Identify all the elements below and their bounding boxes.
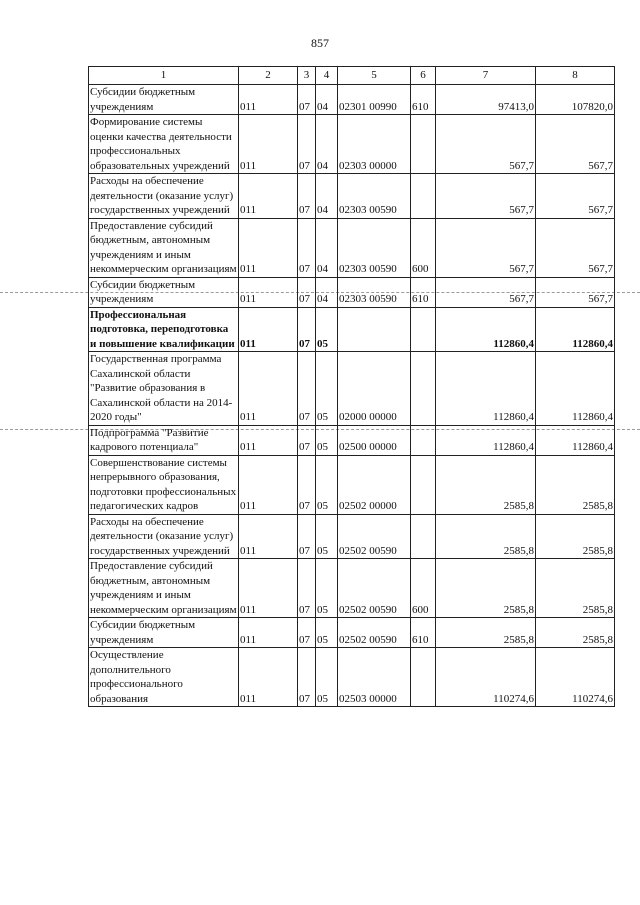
row-name: Подпрограмма "Развитие кадрового потенциала" bbox=[89, 425, 239, 455]
row-code-target: 02500 00000 bbox=[338, 425, 411, 455]
row-amount-1: 97413,0 bbox=[436, 85, 536, 115]
row-name: Формирование системы оценки качества деятельности профессиональных образовательных учреждений bbox=[89, 115, 239, 174]
column-header: 6 bbox=[411, 67, 436, 85]
row-code-target: 02303 00000 bbox=[338, 115, 411, 174]
row-amount-1: 2585,8 bbox=[436, 514, 536, 559]
row-code-section: 07 bbox=[298, 115, 316, 174]
row-code-expense-type bbox=[411, 648, 436, 707]
row-code-ministry: 011 bbox=[239, 455, 298, 514]
row-name: Совершенствование системы непрерывного образования, подготовки профессиональных педагогических кадров bbox=[89, 455, 239, 514]
row-name: Предоставление субсидий бюджетным, автономным учреждениям и иным некоммерческим организациям bbox=[90, 560, 237, 616]
row-amount-2: 2585,8 bbox=[536, 514, 615, 559]
row-code-subsection: 05 bbox=[316, 352, 338, 426]
row-name: Расходы на обеспечение деятельности (оказание услуг) государственных учреждений bbox=[89, 174, 239, 219]
row-amount-1: 112860,4 bbox=[436, 425, 536, 455]
row-amount-1: 112860,4 bbox=[436, 307, 536, 352]
row-code-subsection: 04 bbox=[316, 115, 338, 174]
row-name: Осуществление дополнительного профессионального образования bbox=[89, 648, 239, 707]
row-code-subsection: 05 bbox=[316, 514, 338, 559]
row-amount-2: 567,7 bbox=[536, 218, 615, 277]
table-row bbox=[89, 174, 615, 219]
row-name: Субсидии бюджетным учреждениям bbox=[89, 277, 239, 307]
budget-table bbox=[88, 66, 615, 707]
table-header-row bbox=[89, 67, 615, 85]
row-code-ministry: 011 bbox=[239, 352, 298, 426]
row-code-expense-type bbox=[411, 514, 436, 559]
row-amount-1: 567,7 bbox=[436, 218, 536, 277]
row-code-section: 07 bbox=[298, 174, 316, 219]
row-amount-1: 2585,8 bbox=[436, 618, 536, 648]
row-code-target bbox=[338, 307, 411, 352]
row-code-section: 07 bbox=[298, 514, 316, 559]
column-header: 8 bbox=[536, 67, 615, 85]
row-code-expense-type: 610 bbox=[411, 618, 436, 648]
row-code-target: 02503 00000 bbox=[338, 648, 411, 707]
row-name: Субсидии бюджетным учреждениям bbox=[89, 618, 239, 648]
row-amount-2: 567,7 bbox=[536, 174, 615, 219]
row-amount-2: 2585,8 bbox=[536, 455, 615, 514]
table-row bbox=[89, 455, 615, 514]
row-code-ministry: 011 bbox=[239, 425, 298, 455]
table-body bbox=[89, 85, 615, 707]
row-amount-1: 2585,8 bbox=[436, 559, 536, 618]
row-code-section: 07 bbox=[298, 218, 316, 277]
row-code-expense-type bbox=[411, 307, 436, 352]
row-code-expense-type: 610 bbox=[411, 85, 436, 115]
table-row bbox=[89, 218, 615, 277]
row-amount-1: 2585,8 bbox=[436, 455, 536, 514]
row-code-subsection: 04 bbox=[316, 85, 338, 115]
row-code-section: 07 bbox=[298, 307, 316, 352]
table-row bbox=[89, 352, 615, 426]
row-name: Профессиональная подготовка, переподготовка и повышение квалификации bbox=[89, 307, 239, 352]
table-row bbox=[89, 115, 615, 174]
row-code-target: 02502 00000 bbox=[338, 455, 411, 514]
row-code-target: 02303 00590 bbox=[338, 277, 411, 307]
row-code-subsection: 05 bbox=[316, 455, 338, 514]
row-code-subsection: 05 bbox=[316, 648, 338, 707]
row-code-target: 02303 00590 bbox=[338, 218, 411, 277]
row-code-expense-type bbox=[411, 115, 436, 174]
row-amount-2: 112860,4 bbox=[536, 425, 615, 455]
column-header: 2 bbox=[239, 67, 298, 85]
row-amount-2: 107820,0 bbox=[536, 85, 615, 115]
row-code-ministry: 011 bbox=[239, 85, 298, 115]
row-amount-1: 112860,4 bbox=[436, 352, 536, 426]
row-code-section: 07 bbox=[298, 425, 316, 455]
row-code-ministry: 011 bbox=[239, 559, 298, 618]
column-header: 7 bbox=[436, 67, 536, 85]
row-code-ministry: 011 bbox=[239, 514, 298, 559]
row-code-target: 02502 00590 bbox=[338, 618, 411, 648]
table-row bbox=[89, 307, 615, 352]
table-row bbox=[89, 425, 615, 455]
row-code-expense-type bbox=[411, 425, 436, 455]
row-code-target: 02301 00990 bbox=[338, 85, 411, 115]
column-header: 4 bbox=[316, 67, 338, 85]
column-header: 5 bbox=[338, 67, 411, 85]
row-code-section: 07 bbox=[298, 618, 316, 648]
row-code-subsection: 04 bbox=[316, 174, 338, 219]
row-code-section: 07 bbox=[298, 559, 316, 618]
column-header: 3 bbox=[298, 67, 316, 85]
row-code-expense-type bbox=[411, 455, 436, 514]
row-code-target: 02502 00590 bbox=[338, 559, 411, 618]
row-code-section: 07 bbox=[298, 85, 316, 115]
row-code-subsection: 05 bbox=[316, 307, 338, 352]
table-row bbox=[89, 618, 615, 648]
row-amount-2: 112860,4 bbox=[536, 352, 615, 426]
row-code-subsection: 05 bbox=[316, 618, 338, 648]
row-code-expense-type bbox=[411, 352, 436, 426]
row-amount-2: 567,7 bbox=[536, 115, 615, 174]
row-name: Государственная программа Сахалинской области "Развитие образования в Сахалинской области на 2014-2020 годы" bbox=[89, 352, 239, 426]
row-name: Субсидии бюджетным учреждениям bbox=[89, 85, 239, 115]
row-code-ministry: 011 bbox=[239, 218, 298, 277]
row-code-subsection: 04 bbox=[316, 277, 338, 307]
row-code-expense-type: 600 bbox=[411, 559, 436, 618]
row-code-subsection: 05 bbox=[316, 559, 338, 618]
table-row bbox=[89, 85, 615, 115]
row-amount-1: 567,7 bbox=[436, 277, 536, 307]
row-code-expense-type: 600 bbox=[411, 218, 436, 277]
row-code-section: 07 bbox=[298, 277, 316, 307]
row-code-target: 02502 00590 bbox=[338, 514, 411, 559]
page-number: 857 bbox=[311, 36, 329, 50]
row-amount-2: 567,7 bbox=[536, 277, 615, 307]
row-code-ministry: 011 bbox=[239, 174, 298, 219]
row-code-ministry: 011 bbox=[239, 115, 298, 174]
row-code-ministry: 011 bbox=[239, 618, 298, 648]
table-row bbox=[89, 559, 615, 618]
row-amount-2: 110274,6 bbox=[536, 648, 615, 707]
row-code-section: 07 bbox=[298, 648, 316, 707]
column-header: 1 bbox=[89, 67, 239, 85]
row-amount-1: 110274,6 bbox=[436, 648, 536, 707]
row-amount-2: 2585,8 bbox=[536, 618, 615, 648]
row-code-target: 02000 00000 bbox=[338, 352, 411, 426]
row-name: Расходы на обеспечение деятельности (оказание услуг) государственных учреждений bbox=[89, 514, 239, 559]
table-row bbox=[89, 648, 615, 707]
row-code-section: 07 bbox=[298, 352, 316, 426]
table-row bbox=[89, 514, 615, 559]
row-code-target: 02303 00590 bbox=[338, 174, 411, 219]
row-code-ministry: 011 bbox=[239, 648, 298, 707]
table-row bbox=[89, 277, 615, 307]
row-amount-1: 567,7 bbox=[436, 174, 536, 219]
row-code-subsection: 05 bbox=[316, 425, 338, 455]
row-name: Предоставление субсидий бюджетным, автономным учреждениям и иным некоммерческим организациям bbox=[90, 219, 237, 275]
row-code-section: 07 bbox=[298, 455, 316, 514]
row-amount-1: 567,7 bbox=[436, 115, 536, 174]
row-code-ministry: 011 bbox=[239, 307, 298, 352]
row-code-subsection: 04 bbox=[316, 218, 338, 277]
row-code-ministry: 011 bbox=[239, 277, 298, 307]
row-code-expense-type bbox=[411, 174, 436, 219]
row-code-expense-type: 610 bbox=[411, 277, 436, 307]
row-amount-2: 112860,4 bbox=[536, 307, 615, 352]
row-amount-2: 2585,8 bbox=[536, 559, 615, 618]
